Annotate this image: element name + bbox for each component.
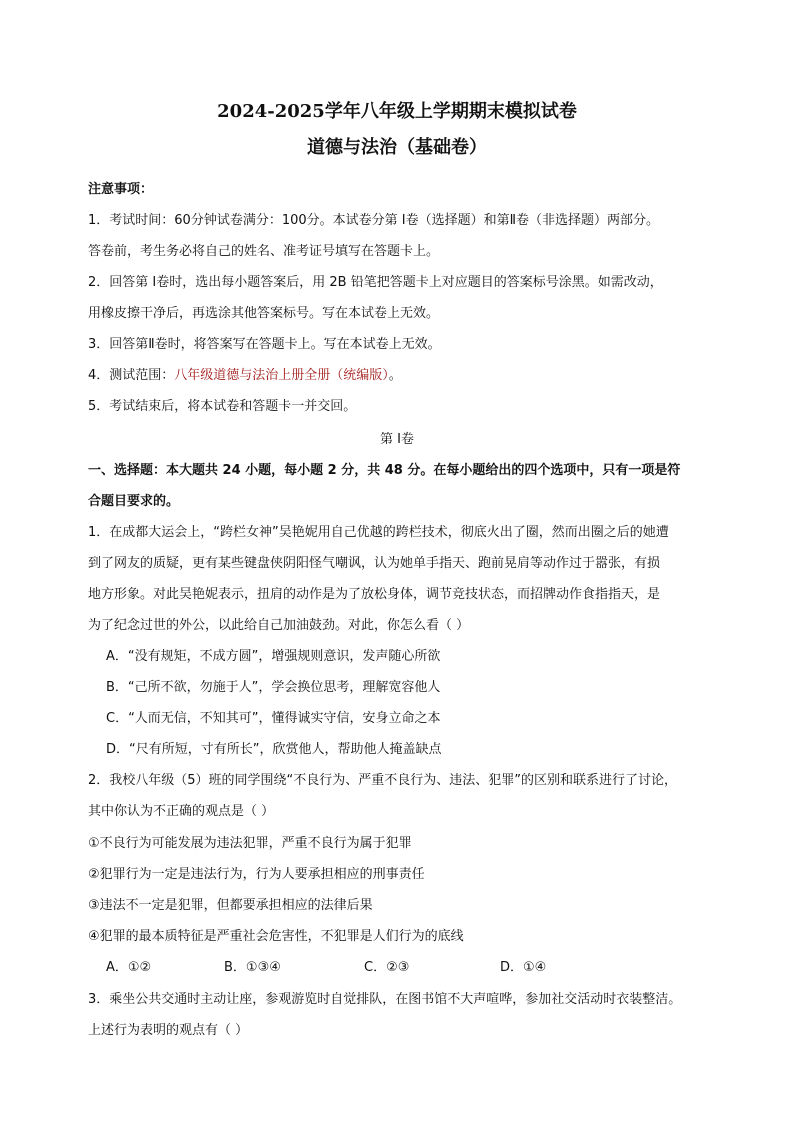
note-4-suffix: 。	[388, 368, 402, 383]
q2-option-c: C．②③	[364, 960, 410, 975]
q2-option-b: B．①③④	[224, 960, 281, 975]
q1-stem-1: 1．在成都大运会上，“跨栏女神”吴艳妮用自己优越的跨栏技术，彻底火出了圈，然而出圈之后的她遭	[88, 525, 669, 540]
section-label: 第 Ⅰ卷	[380, 432, 414, 447]
note-4-prefix: 4．测试范围：	[88, 368, 175, 383]
q2-option-d: D．①④	[500, 960, 547, 975]
section-instruction-b: 合题目要求的。	[88, 494, 180, 509]
note-1a: 1．考试时间：60分钟试卷满分：100分。本试卷分第 Ⅰ卷（选择题）和第Ⅱ卷（非选择题）两部分。	[88, 213, 659, 228]
page-subtitle: 道德与法治（基础卷）	[307, 137, 487, 158]
notes-heading: 注意事项：	[88, 182, 154, 197]
q2-statement-2: ②犯罪行为一定是违法行为，行为人要承担相应的刑事责任	[88, 867, 425, 882]
page-title: 2024-2025学年八年级上学期期末模拟试卷	[217, 101, 577, 122]
q1-stem-4: 为了纪念过世的外公，以此给自己加油鼓劲。对此，你怎么看（ ）	[88, 618, 470, 633]
note-3: 3．回答第Ⅱ卷时，将答案写在答题卡上。写在本试卷上无效。	[88, 337, 441, 352]
q1-option-b: B．“己所不欲，勿施于人”，学会换位思考，理解宽容他人	[106, 680, 441, 695]
q1-option-a: A．“没有规矩，不成方圆”，增强规则意识，发声随心所欲	[106, 649, 441, 664]
test-scope: 八年级道德与法治上册全册（统编版）	[174, 368, 389, 383]
q2-statement-3: ③违法不一定是犯罪，但都要承担相应的法律后果	[88, 898, 373, 913]
q2-statement-4: ④犯罪的最本质特征是严重社会危害性，不犯罪是人们行为的底线	[88, 929, 464, 944]
q2-stem-2: 其中你认为不正确的观点是（ ）	[88, 804, 275, 819]
q3-stem-2: 上述行为表明的观点有（ ）	[88, 1023, 249, 1038]
q1-stem-2: 到了网友的质疑，更有某些键盘侠阴阳怪气嘲讽，认为她单手指天、跑前晃肩等动作过于嚣张，有损	[88, 556, 661, 571]
q1-stem-3: 地方形象。对此吴艳妮表示，扭肩的动作是为了放松身体，调节竞技状态，而招牌动作食指指天，是	[88, 587, 661, 602]
q1-option-c: C．“人而无信，不知其可”，懂得诚实守信，安身立命之本	[106, 711, 441, 726]
note-5: 5．考试结束后，将本试卷和答题卡一并交回。	[88, 399, 357, 414]
note-1b: 答卷前，考生务必将自己的姓名、准考证号填写在答题卡上。	[88, 244, 440, 259]
q3-stem-1: 3．乘坐公共交通时主动让座，参观游览时自觉排队，在图书馆不大声喧哗，参加社交活动时衣装整洁。	[88, 992, 682, 1007]
section-instruction-a: 一、选择题：本大题共 24 小题，每小题 2 分，共 48 分。在每小题给出的四个选项中，只有一项是符	[88, 463, 681, 478]
q2-statement-1: ①不良行为可能发展为违法犯罪，严重不良行为属于犯罪	[88, 836, 412, 851]
q2-stem-1: 2．我校八年级（5）班的同学围绕“不良行为、严重不良行为、违法、犯罪”的区别和联系进行了讨论，	[88, 773, 678, 788]
note-2a: 2．回答第 Ⅰ卷时，选出每小题答案后，用 2B 铅笔把答题卡上对应题目的答案标号涂黑。如需改动，	[88, 275, 663, 290]
note-4	[88, 364, 402, 383]
note-2b: 用橡皮擦干净后，再选涂其他答案标号。写在本试卷上无效。	[88, 306, 440, 321]
q1-option-d: D．“尺有所短，寸有所长”，欣赏他人，帮助他人掩盖缺点	[106, 742, 442, 757]
q2-option-a: A．①②	[106, 960, 152, 975]
